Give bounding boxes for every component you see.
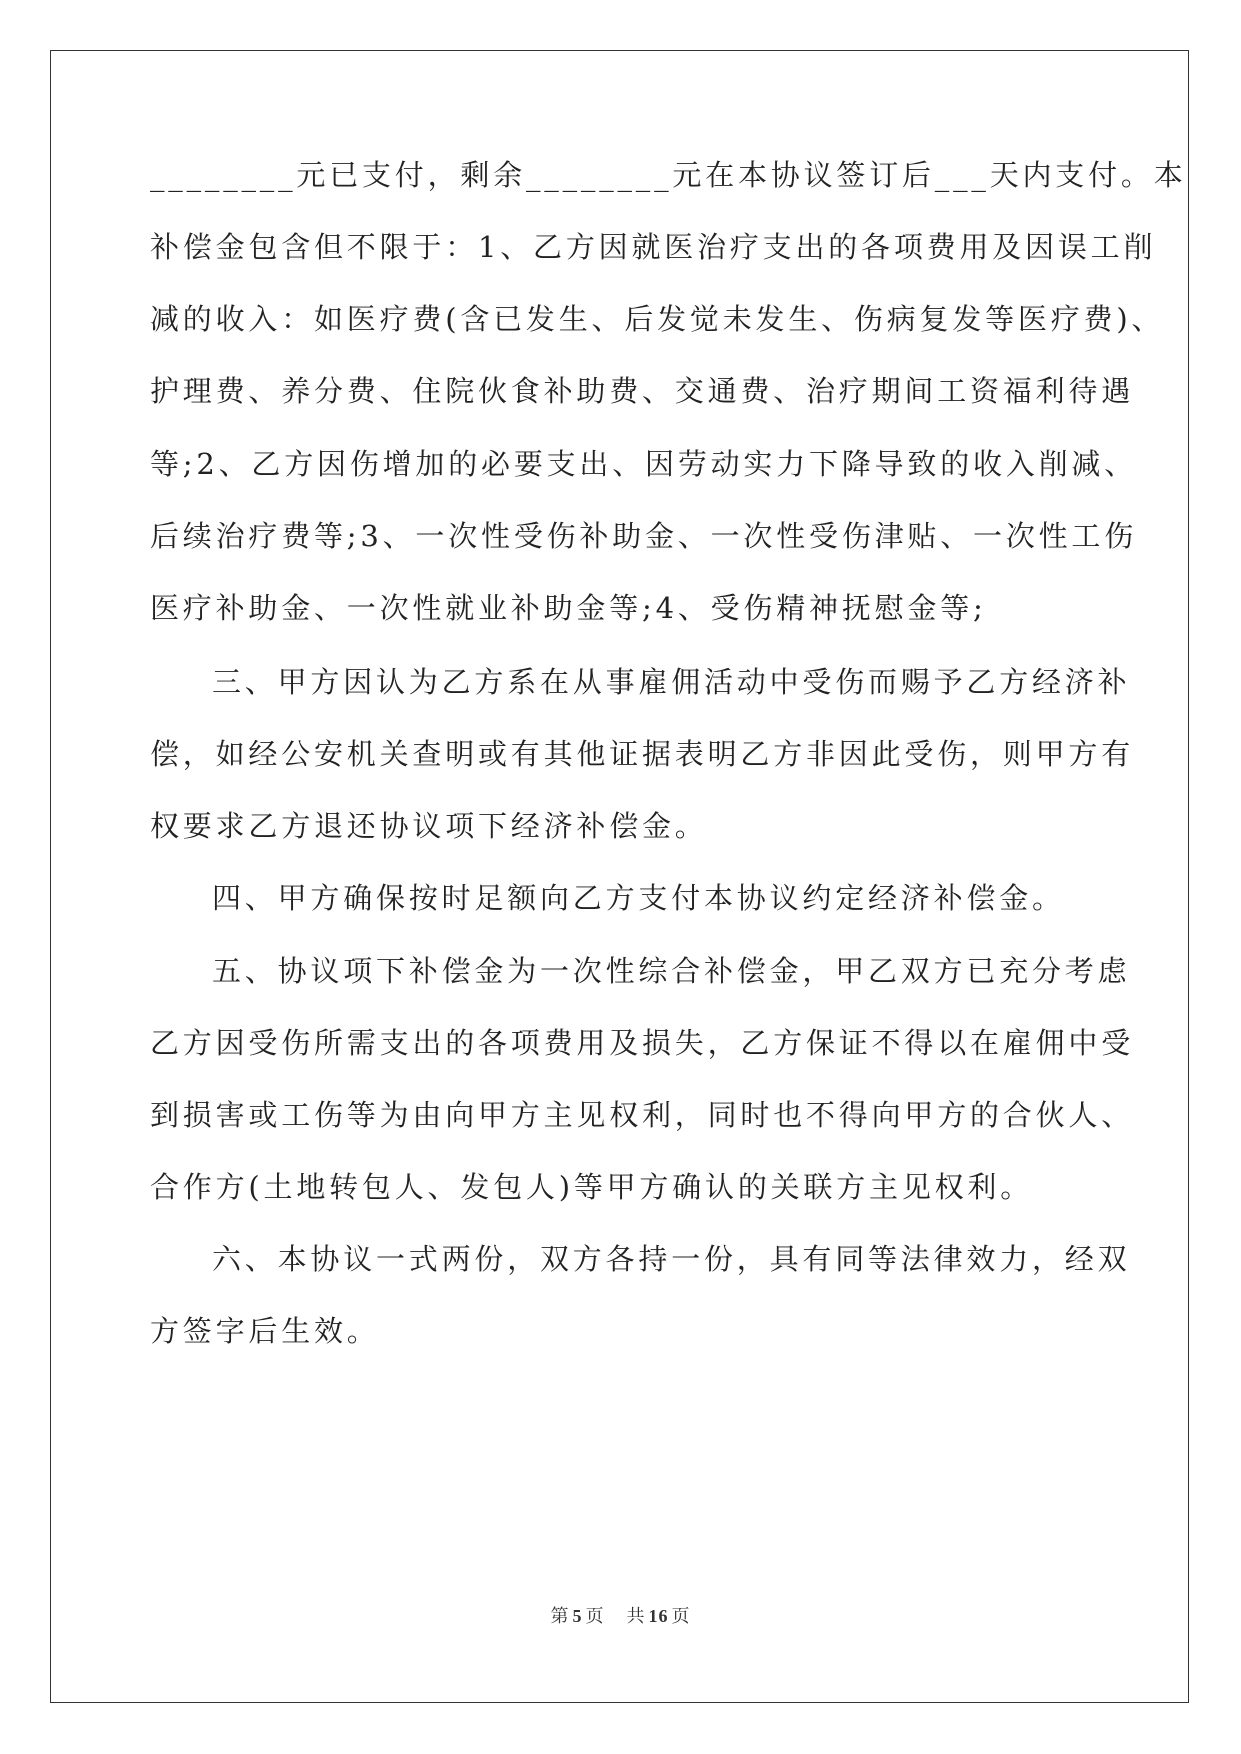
text-line: 后续治疗费等;3、一次性受伤补助金、一次性受伤津贴、一次性工伤 <box>150 519 1138 553</box>
text-line: ________元已支付，剩余________元在本协议签订后___天内支付。本 <box>150 158 1187 192</box>
text-line: 等;2、乙方因伤增加的必要支出、因劳动实力下降导致的收入削减、 <box>150 447 1138 481</box>
text-line: 权要求乙方退还协议项下经济补偿金。 <box>150 809 708 843</box>
page-number: 5 <box>572 1606 583 1626</box>
text-line: 方签字后生效。 <box>150 1314 380 1348</box>
paragraph-4-line: 四、甲方确保按时足额向乙方支付本协议约定经济补偿金。 <box>212 881 1065 915</box>
page-suffix: 页 <box>585 1606 605 1627</box>
paragraph-5-line: 五、协议项下补偿金为一次性综合补偿金，甲乙双方已充分考虑 <box>212 954 1131 988</box>
text-line: 护理费、养分费、住院伙食补助费、交通费、治疗期间工资福利待遇 <box>150 374 1135 408</box>
page-prefix: 第 <box>550 1606 570 1627</box>
text-line: 乙方因受伤所需支出的各项费用及损失，乙方保证不得以在雇佣中受 <box>150 1026 1135 1060</box>
paragraph-6-line: 六、本协议一式两份，双方各持一份，具有同等法律效力，经双 <box>212 1242 1131 1276</box>
text-line: 减的收入：如医疗费(含已发生、后发觉未发生、伤病复发等医疗费)、 <box>150 302 1165 336</box>
paragraph-3-line: 三、甲方因认为乙方系在从事雇佣活动中受伤而赐予乙方经济补 <box>212 665 1131 699</box>
text-line: 到损害或工伤等为由向甲方主见权利，同时也不得向甲方的合伙人、 <box>150 1098 1135 1132</box>
page-footer <box>0 1604 1241 1629</box>
total-pages: 16 <box>648 1606 669 1626</box>
text-line: 偿，如经公安机关查明或有其他证据表明乙方非因此受伤，则甲方有 <box>150 737 1135 771</box>
total-prefix: 共 <box>626 1606 646 1627</box>
total-suffix: 页 <box>671 1606 691 1627</box>
text-line: 合作方(土地转包人、发包人)等甲方确认的关联方主见权利。 <box>150 1170 1034 1204</box>
text-line: 补偿金包含但不限于：1、乙方因就医治疗支出的各项费用及因误工削 <box>150 230 1157 264</box>
page-border <box>50 50 1189 1703</box>
text-line: 医疗补助金、一次性就业补助金等;4、受伤精神抚慰金等; <box>150 591 987 625</box>
